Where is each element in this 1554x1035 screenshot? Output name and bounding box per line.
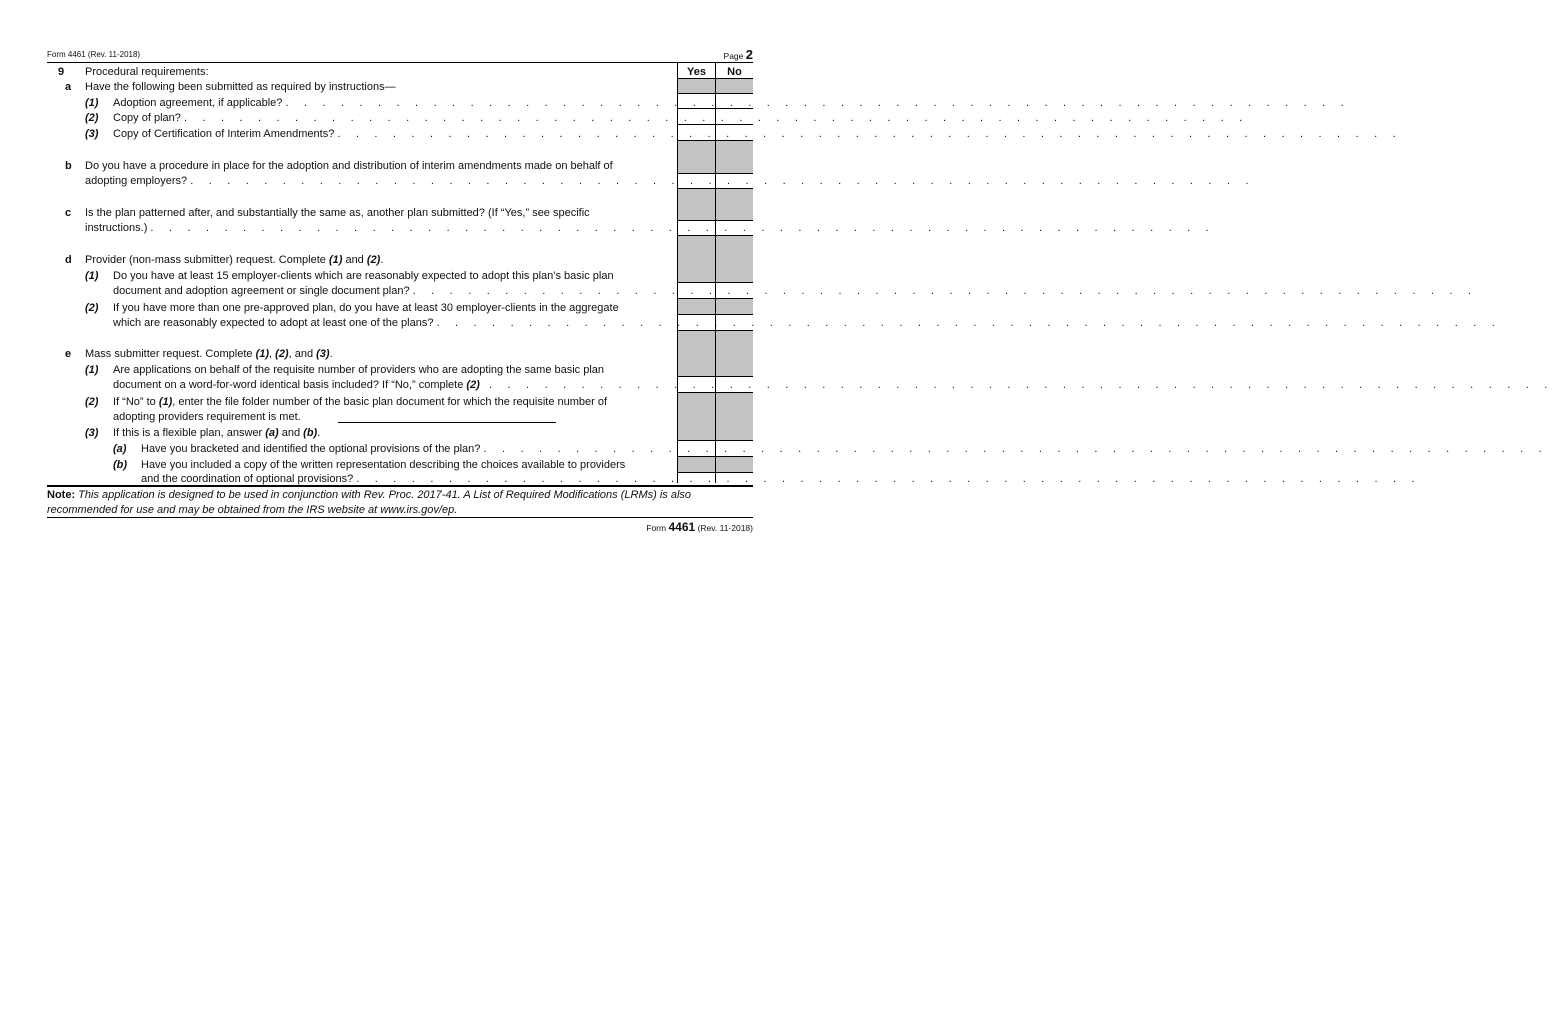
gray-block [716, 188, 753, 220]
item-b-line2: adopting employers? . . . . . . . . . . . . . . . . . . . . . . . . . . . . . . . . . . . . . . . . . . . . . . . . . . . . . . . . . . [85, 175, 1255, 187]
e2-number: (2) [85, 396, 99, 408]
gray-block [678, 330, 715, 376]
dot-leader: . . . . . . . . . . . . . . . . . . . . . . . . . . . . . . . . . . . . . . . . . . . . . . . . . . . . . . . . . . [412, 285, 1478, 297]
dot-leader: . . . . . . . . . . . . . . . . . . . . . . . . . . . . . . . . . . . . . . . . . . . . . . . . . . . . . . . . . . [190, 175, 1255, 187]
gray-block [678, 392, 715, 440]
gray-block [678, 298, 715, 314]
item-letter-b: b [65, 160, 72, 172]
gray-block [716, 235, 753, 282]
item-c-line1: Is the plan patterned after, and substantially the same as, another plan submitted? (If “Yes,” see specific [85, 207, 590, 219]
item-e-intro: Mass submitter request. Complete (1), (2), and (3). [85, 348, 333, 360]
e3b-line2: and the coordination of optional provisions? . . . . . . . . . . . . . . . . . . . . . . . . . . . . . . . . . . . . . . . . . . . . . . . . . . . . . . . . . . [141, 473, 1421, 485]
item-c-line2: instructions.) . . . . . . . . . . . . . . . . . . . . . . . . . . . . . . . . . . . . . . . . . . . . . . . . . . . . . . . . . . [85, 222, 1215, 234]
answer-row-rule [677, 235, 753, 236]
answer-row-rule [677, 298, 753, 299]
dot-leader: . . . . . . . . . . . . . . . . . . . . . . . . . . . . . . . . . . . . . . . . . . . . . . . . . . . . . . . . . . [285, 97, 1350, 109]
yes-column-header: Yes [687, 66, 706, 78]
page-footer: Form 4461 (Rev. 11-2018) [646, 520, 753, 534]
item-letter-e: e [65, 348, 72, 360]
item-b-line1: Do you have a procedure in place for the adoption and distribution of interim amendments made on behalf of [85, 160, 613, 172]
a2-number: (2) [85, 112, 99, 124]
note-top-rule [47, 485, 753, 487]
a3-number: (3) [85, 128, 99, 140]
d1-line1: Do you have at least 15 employer-clients which are reasonably expected to adopt this plan’s basic plan [113, 270, 614, 282]
d2-line2: which are reasonably expected to adopt at least one of the plans? . . . . . . . . . . . . . . . . . . . . . . . . . . . . . . . . . . . . . . . . . . . . . . . . . . . . . . . . . . [113, 317, 1501, 329]
a1-line [113, 97, 1350, 110]
gray-block [678, 79, 715, 93]
item-d-intro: Provider (non-mass submitter) request. Complete (1) and (2). [85, 254, 384, 266]
e1-line2: document on a word-for-word identical basis included? If “No,” complete (2) . . . . . . . . . . . . . . . . . . . . . . . . . . . . . . . . . . . . . . . . . . . . . . . . . . . . . . . . . . [113, 379, 1554, 391]
item-letter-c: c [65, 207, 72, 219]
e1-number: (1) [85, 364, 99, 376]
answer-row-rule [677, 140, 753, 141]
a1-number: (1) [85, 97, 99, 109]
note-block [47, 488, 753, 518]
dot-leader: . . . . . . . . . . . . . . . . . . . . . . . . . . . . . . . . . . . . . . . . . . . . . . . . . . . . . . . . . . [337, 128, 1402, 140]
question-title: Procedural requirements: [85, 66, 209, 78]
gray-block [716, 456, 753, 472]
e3a-number: (a) [113, 443, 127, 455]
note-line2: recommended for use and may be obtained from the IRS website at www.irs.gov/ep. [47, 504, 458, 516]
gray-block [678, 235, 715, 282]
e2-line2: adopting providers requirement is met. [113, 411, 301, 423]
form-id: Form 4461 (Rev. 11-2018) [47, 50, 141, 59]
gray-block [678, 456, 715, 472]
d1-line2: document and adoption agreement or single document plan? . . . . . . . . . . . . . . . . . . . . . . . . . . . . . . . . . . . . . . . . . . . . . . . . . . . . . . . . . . [113, 285, 1478, 297]
answer-row-rule [677, 188, 753, 189]
e3b-number: (b) [113, 459, 128, 471]
page-number: Page 2 [723, 47, 753, 62]
dot-leader: . . . . . . . . . . . . . . . . . . . . . . . . . . . . . . . . . . . . . . . . . . . . . . . . . . . . . . . . . . [356, 473, 1421, 485]
e1-line1: Are applications on behalf of the requisite number of providers who are adopting the same basic plan [113, 364, 605, 376]
item-letter-a: a [65, 81, 72, 93]
dot-leader: . . . . . . . . . . . . . . . . . . . . . . . . . . . . . . . . . . . . . . . . . . . . . . . . . . . . . . . . . . [436, 317, 1501, 329]
gray-block [678, 188, 715, 220]
dot-leader: . . . . . . . . . . . . . . . . . . . . . . . . . . . . . . . . . . . . . . . . . . . . . . . . . . . . . . . . . . [183, 112, 1249, 124]
question-number: 9 [58, 66, 65, 78]
dot-leader: . . . . . . . . . . . . . . . . . . . . . . . . . . . . . . . . . . . . . . . . . . . . . . . . . . . . . . . . . . [150, 222, 1215, 234]
d1-number: (1) [85, 270, 99, 282]
a2-text: Copy of plan? [113, 112, 181, 124]
answer-row-rule [677, 456, 753, 457]
note-bottom-rule [47, 517, 753, 518]
header-rule [47, 62, 753, 63]
note-line1: This application is designed to be used in conjunction with Rev. Proc. 2017-41. A List of Required Modifications (LRMs) is also [75, 489, 692, 501]
gray-block [716, 79, 753, 93]
e2-line1: If “No” to (1), enter the file folder number of the basic plan document for which the requisite number of [113, 396, 608, 408]
a1-text: Adoption agreement, if applicable? [113, 97, 283, 109]
gray-block [716, 298, 753, 314]
gray-block [716, 330, 753, 376]
d2-line1: If you have more than one pre-approved plan, do you have at least 30 employer-clients in the aggregate [113, 302, 619, 314]
gray-block [716, 141, 753, 173]
answer-row-rule [677, 392, 753, 393]
a3-text: Copy of Certification of Interim Amendments? [113, 128, 335, 140]
file-folder-number-input[interactable] [338, 422, 556, 423]
e3b-line1: Have you included a copy of the written representation describing the choices available to providers [141, 459, 626, 471]
e3-intro: If this is a flexible plan, answer (a) and (b). [113, 427, 321, 439]
a2-line [113, 112, 1249, 125]
note-label: Note: [47, 489, 76, 501]
e3a-line: Have you bracketed and identified the optional provisions of the plan? . . . . . . . . . . . . . . . . . . . . . . . . . . . . . . . . . . . . . . . . . . . . . . . . . . . . . . . . . . [141, 443, 1548, 455]
dot-leader: . . . . . . . . . . . . . . . . . . . . . . . . . . . . . . . . . . . . . . . . . . . . . . . . . . . . . . . . . . [489, 379, 1554, 391]
d2-number: (2) [85, 302, 99, 314]
answer-row-rule [677, 330, 753, 331]
gray-block [678, 141, 715, 173]
item-a-text: Have the following been submitted as required by instructions— [85, 81, 396, 93]
e3-number: (3) [85, 427, 99, 439]
gray-block [716, 392, 753, 440]
no-column-header: No [727, 66, 742, 78]
dot-leader: . . . . . . . . . . . . . . . . . . . . . . . . . . . . . . . . . . . . . . . . . . . . . . . . . . . . . . . . . . [483, 443, 1548, 455]
item-letter-d: d [65, 254, 72, 266]
a3-line [113, 128, 1402, 141]
